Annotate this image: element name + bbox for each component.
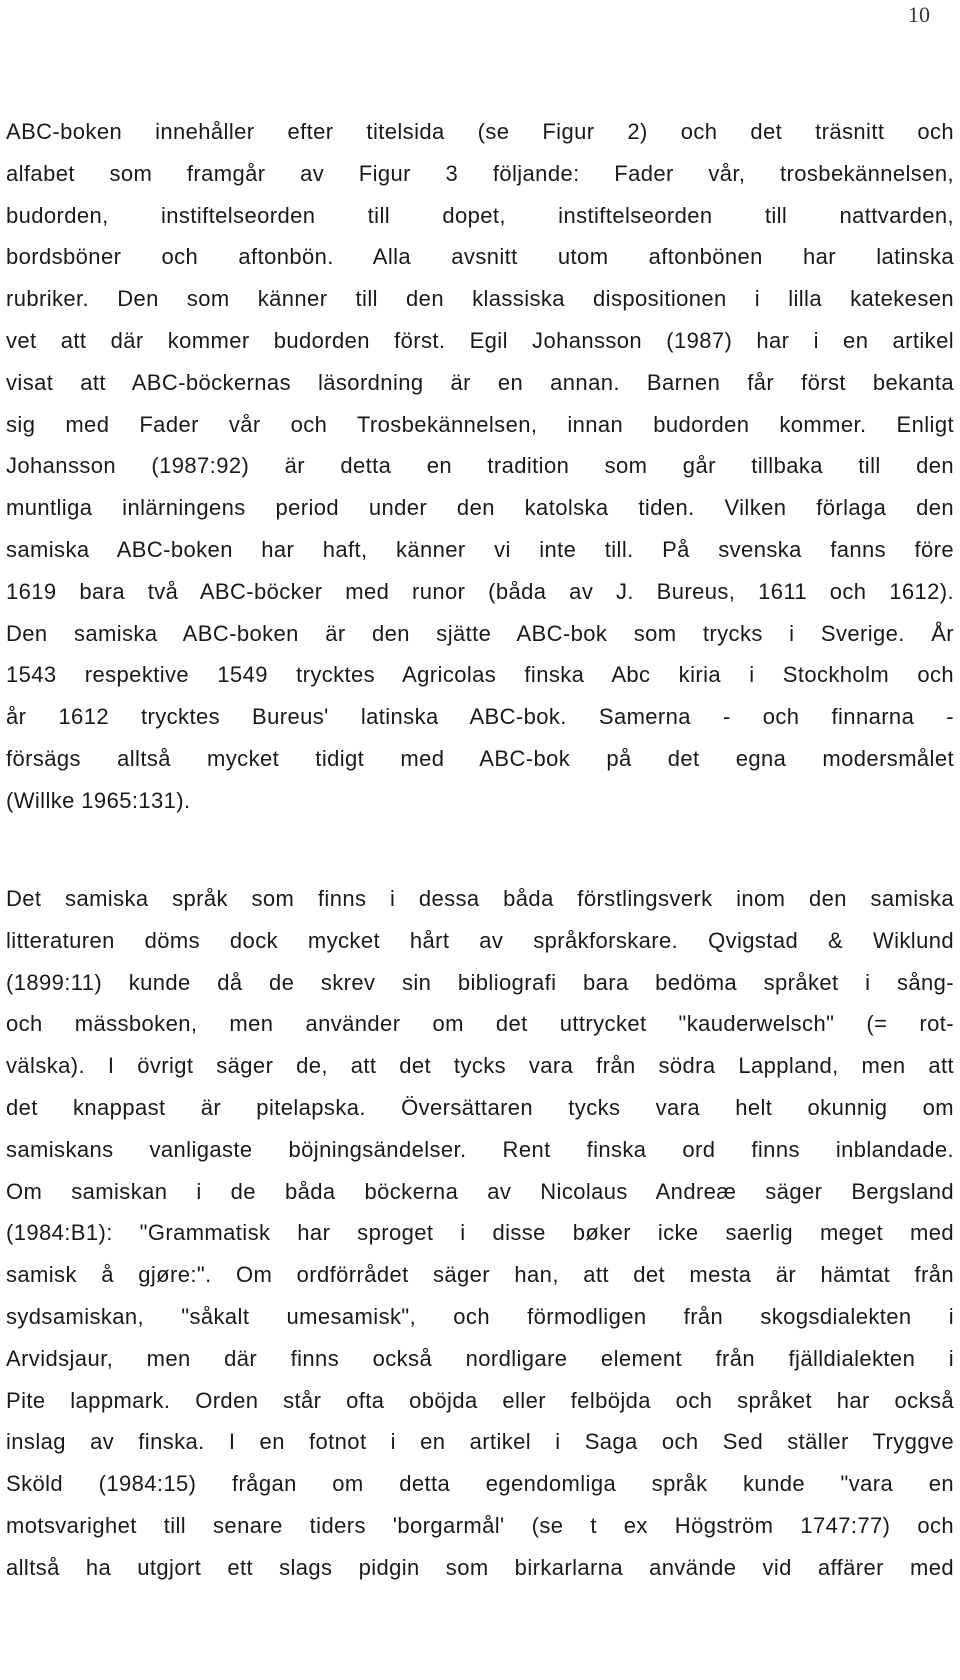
text-line: samisk å gjøre:". Om ordförrådet säger han, att det mesta är hämtat från <box>6 1262 954 1288</box>
text-line: försägs alltså mycket tidigt med ABC-bok på det egna modersmålet <box>6 745 954 771</box>
text-line: alfabet som framgår av Figur 3 följande: Fader vår, trosbekännelsen, <box>6 160 954 186</box>
text-line: vet att där kommer budorden först. Egil Johansson (1987) har i en artikel <box>6 327 954 353</box>
text-line: ABC-boken innehåller efter titelsida (se Figur 2) och det träsnitt och <box>6 119 954 144</box>
text-line: (1984:B1): "Grammatisk har sproget i disse bøker icke saerlig meget med <box>6 1220 954 1246</box>
text-line: Den samiska ABC-boken är den sjätte ABC-bok som trycks i Sverige. År <box>6 620 954 646</box>
page-number: 10 <box>908 2 930 27</box>
text-line: muntliga inlärningens period under den katolska tiden. Vilken förlaga den <box>6 495 954 521</box>
text-line: Sköld (1984:15) frågan om detta egendomliga språk kunde "vara en <box>6 1471 954 1497</box>
text-line: det knappast är pitelapska. Översättaren tycks vara helt okunnig om <box>6 1094 954 1120</box>
text-line: (Willke 1965:131). <box>6 787 191 813</box>
text-line: visat att ABC-böckernas läsordning är en annan. Barnen får först bekanta <box>6 369 954 395</box>
text-line: samiskans vanligaste böjningsändelser. Rent finska ord finns inblandade. <box>6 1136 954 1162</box>
text-line: Johansson (1987:92) är detta en tradition som går tillbaka till den <box>6 453 954 479</box>
text-line: motsvarighet till senare tiders 'borgarmål' (se t ex Högström 1747:77) och <box>6 1512 954 1538</box>
text-line: Pite lappmark. Orden står ofta oböjda eller felböjda och språket har också <box>6 1387 954 1413</box>
paragraph-abc-boken <box>6 111 954 822</box>
text-line: år 1612 trycktes Bureus' latinska ABC-bok. Samerna - och finnarna - <box>6 704 954 730</box>
text-line: samiska ABC-boken har haft, känner vi inte till. På svenska fanns före <box>6 536 954 562</box>
text-line: (1899:11) kunde då de skrev sin bibliografi bara bedöma språket i sång- <box>6 969 954 995</box>
text-line: alltså ha utgjort ett slags pidgin som birkarlarna använde vid affärer med <box>6 1554 954 1580</box>
text-line: Arvidsjaur, men där finns också nordligare element från fjälldialekten i <box>6 1345 954 1371</box>
text-line: välska). I övrigt säger de, att det tycks vara från södra Lappland, men att <box>6 1053 954 1079</box>
text-line: budorden, instiftelseorden till dopet, instiftelseorden till nattvarden, <box>6 202 954 228</box>
text-line: sydsamiskan, "såkalt umesamisk", och förmodligen från skogsdialekten i <box>6 1303 954 1329</box>
text-line: rubriker. Den som känner till den klassiska dispositionen i lilla katekesen <box>6 286 954 312</box>
text-line: inslag av finska. I en fotnot i en artikel i Saga och Sed ställer Tryggve <box>6 1429 954 1455</box>
text-line: sig med Fader vår och Trosbekännelsen, innan budorden kommer. Enligt <box>6 411 954 437</box>
text-line: Det samiska språk som finns i dessa båda förstlingsverk inom den samiska <box>6 886 954 911</box>
text-line: litteraturen döms dock mycket hårt av språkforskare. Qvigstad & Wiklund <box>6 927 954 953</box>
text-line: Om samiskan i de båda böckerna av Nicolaus Andreæ säger Bergsland <box>6 1178 954 1204</box>
text-line: 1543 respektive 1549 trycktes Agricolas finska Abc kiria i Stockholm och <box>6 662 954 688</box>
text-line: och mässboken, men använder om det uttrycket "kauderwelsch" (= rot- <box>6 1011 954 1037</box>
text-line: bordsböner och aftonbön. Alla avsnitt utom aftonbönen har latinska <box>6 244 954 270</box>
paragraph-samiska-sprak <box>6 878 954 1589</box>
text-line: 1619 bara två ABC-böcker med runor (båda av J. Bureus, 1611 och 1612). <box>6 578 954 604</box>
